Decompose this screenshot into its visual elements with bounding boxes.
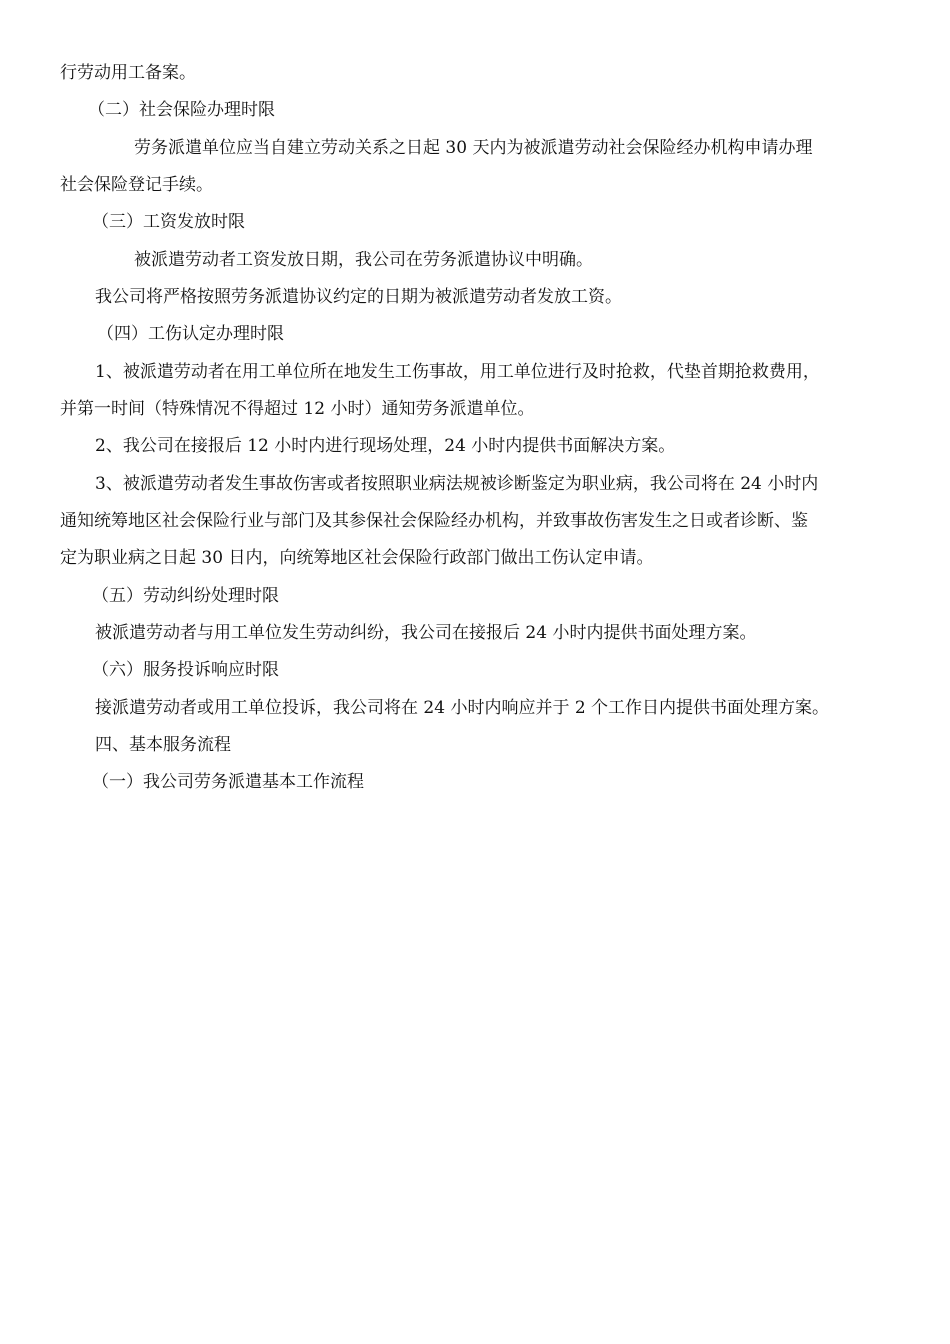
text-line: 接派遣劳动者或用工单位投诉，我公司将在 24 小时内响应并于 2 个工作日内提供书面处理方案。 bbox=[95, 698, 830, 718]
text-line: 定为职业病之日起 30 日内，向统筹地区社会保险行政部门做出工伤认定申请。 bbox=[60, 548, 654, 568]
section-heading: （一）我公司劳务派遣基本工作流程 bbox=[92, 772, 364, 792]
text-line: 被派遣劳动者工资发放日期，我公司在劳务派遣协议中明确。 bbox=[134, 250, 593, 270]
section-heading: （二）社会保险办理时限 bbox=[88, 100, 275, 120]
text-line: 我公司将严格按照劳务派遣协议约定的日期为被派遣劳动者发放工资。 bbox=[95, 287, 622, 307]
text-line: 行劳动用工备案。 bbox=[60, 63, 196, 83]
text-line: 通知统筹地区社会保险行业与部门及其参保社会保险经办机构，并致事故伤害发生之日或者诊断、鉴 bbox=[60, 511, 808, 531]
text-line: 3、被派遣劳动者发生事故伤害或者按照职业病法规被诊断鉴定为职业病，我公司将在 24 小时内 bbox=[95, 474, 819, 494]
section-heading: （五）劳动纠纷处理时限 bbox=[92, 586, 279, 606]
text-line: 社会保险登记手续。 bbox=[60, 175, 213, 195]
text-line: 被派遣劳动者与用工单位发生劳动纠纷，我公司在接报后 24 小时内提供书面处理方案。 bbox=[95, 623, 757, 643]
section-heading: 四、基本服务流程 bbox=[95, 735, 231, 755]
section-heading: （四）工伤认定办理时限 bbox=[97, 324, 284, 344]
text-line: 1、被派遣劳动者在用工单位所在地发生工伤事故，用工单位进行及时抢救，代垫首期抢救费用， bbox=[95, 362, 820, 382]
section-heading: （三）工资发放时限 bbox=[92, 212, 245, 232]
text-line: 2、我公司在接报后 12 小时内进行现场处理，24 小时内提供书面解决方案。 bbox=[95, 436, 676, 456]
text-line: 劳务派遣单位应当自建立劳动关系之日起 30 天内为被派遣劳动社会保险经办机构申请办理 bbox=[134, 138, 813, 158]
text-line: 并第一时间（特殊情况不得超过 12 小时）通知劳务派遣单位。 bbox=[60, 399, 535, 419]
section-heading: （六）服务投诉响应时限 bbox=[92, 660, 279, 680]
